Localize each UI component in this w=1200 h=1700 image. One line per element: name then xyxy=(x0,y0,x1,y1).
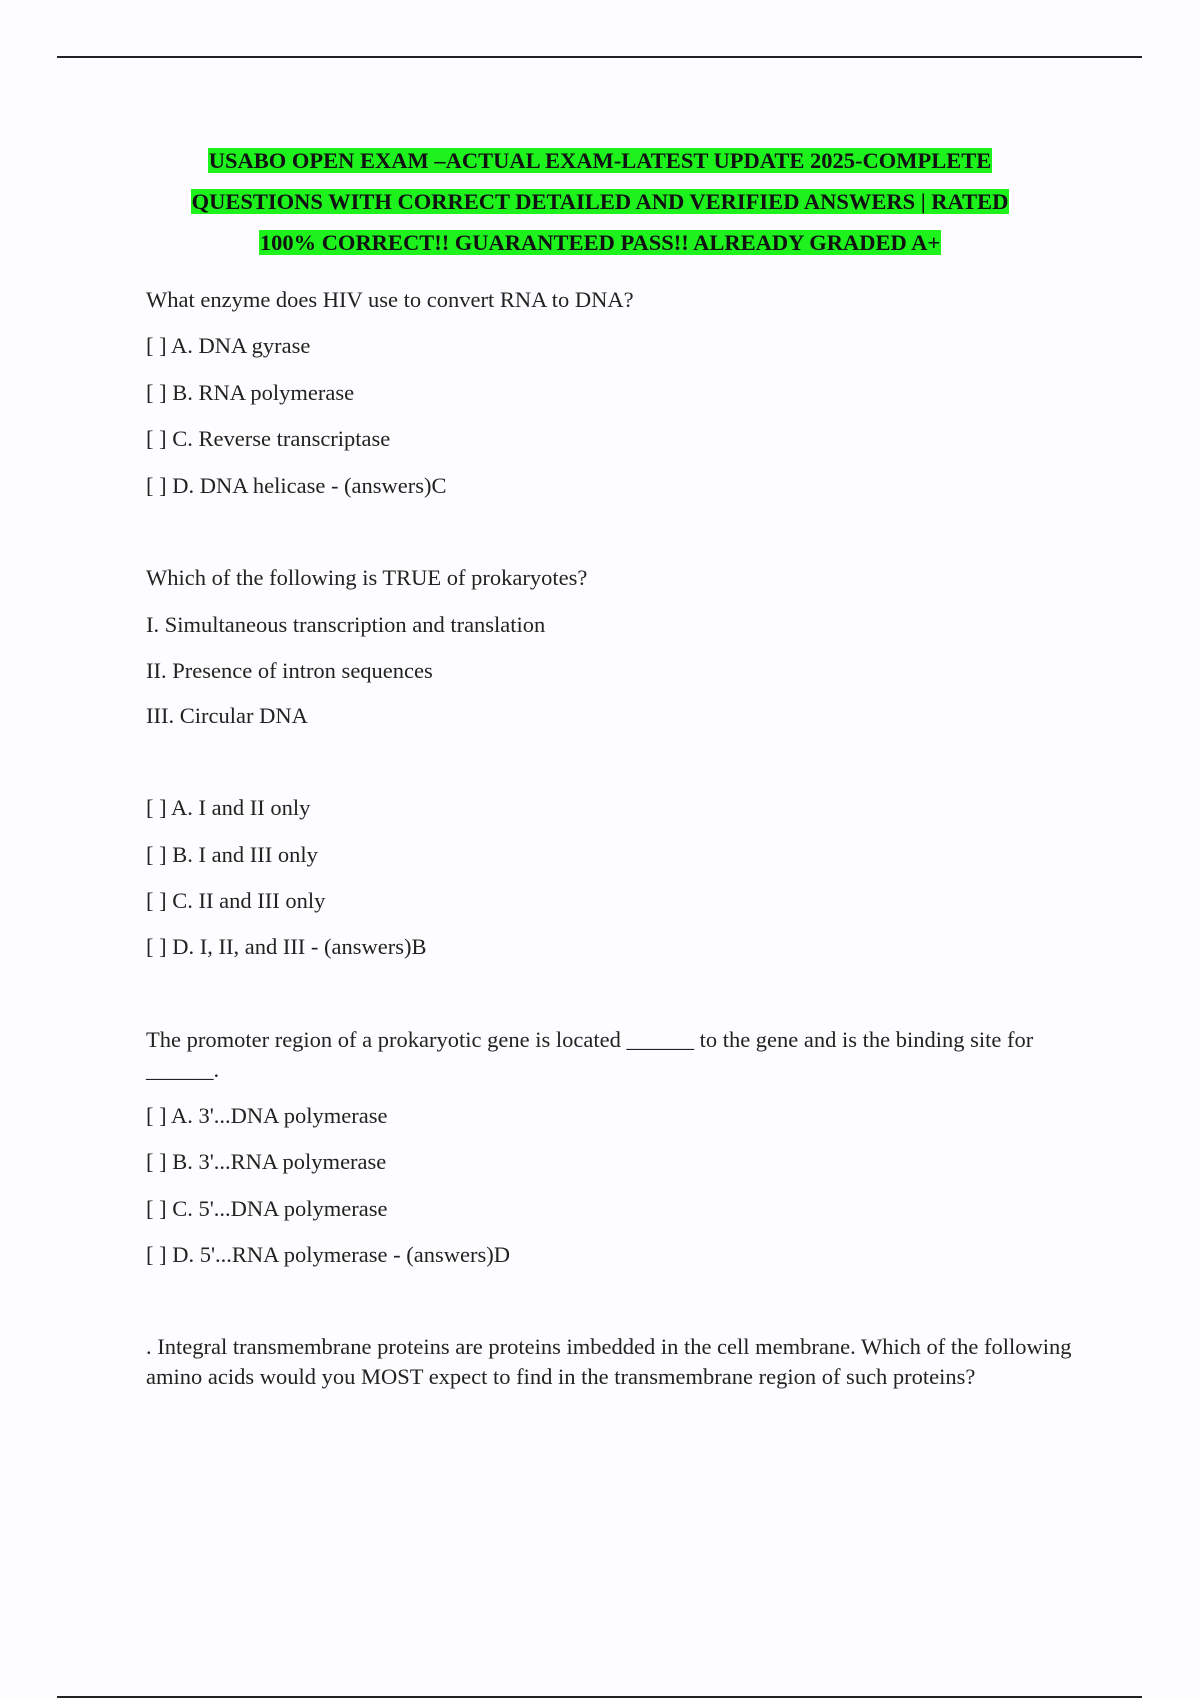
question-2-option-d: [ ] D. I, II, and III - (answers)B xyxy=(146,934,427,959)
question-2-statement-1: I. Simultaneous transcription and translation xyxy=(146,612,546,637)
footer-rule xyxy=(57,1696,1142,1698)
question-1-option-c: [ ] C. Reverse transcriptase xyxy=(146,426,391,451)
question-2-prompt: Which of the following is TRUE of prokaryotes? xyxy=(146,565,588,590)
question-3-option-c: [ ] C. 5'...DNA polymerase xyxy=(146,1196,388,1221)
question-3-option-a: [ ] A. 3'...DNA polymerase xyxy=(146,1103,388,1128)
question-2-option-a: [ ] A. I and II only xyxy=(146,795,311,820)
document-title xyxy=(100,140,1100,263)
question-2-statement-2: II. Presence of intron sequences xyxy=(146,658,433,683)
question-2-option-c: [ ] C. II and III only xyxy=(146,888,326,913)
question-3-option-b: [ ] B. 3'...RNA polymerase xyxy=(146,1149,387,1174)
title-line-2: QUESTIONS WITH CORRECT DETAILED AND VERIFIED ANSWERS | RATED xyxy=(191,189,1009,214)
question-1-option-a: [ ] A. DNA gyrase xyxy=(146,333,311,358)
title-line-1: USABO OPEN EXAM –ACTUAL EXAM-LATEST UPDATE 2025-COMPLETE xyxy=(208,148,992,173)
title-line-3: 100% CORRECT!! GUARANTEED PASS!! ALREADY GRADED A+ xyxy=(259,230,941,255)
question-1-prompt: What enzyme does HIV use to convert RNA to DNA? xyxy=(146,287,634,312)
question-2-option-b: [ ] B. I and III only xyxy=(146,842,318,867)
question-4-prompt: . Integral transmembrane proteins are proteins imbedded in the cell membrane. Which of the following amino acids would you MOST expect to find in the transmembrane region of such proteins? xyxy=(146,1334,1072,1389)
question-3-prompt: The promoter region of a prokaryotic gene is located ______ to the gene and is the binding site for ______. xyxy=(146,1027,1034,1082)
header-rule xyxy=(57,56,1142,58)
question-2-statement-3: III. Circular DNA xyxy=(146,703,308,728)
question-1-option-d: [ ] D. DNA helicase - (answers)C xyxy=(146,473,447,498)
question-3-option-d: [ ] D. 5'...RNA polymerase - (answers)D xyxy=(146,1242,510,1267)
question-1-option-b: [ ] B. RNA polymerase xyxy=(146,380,355,405)
